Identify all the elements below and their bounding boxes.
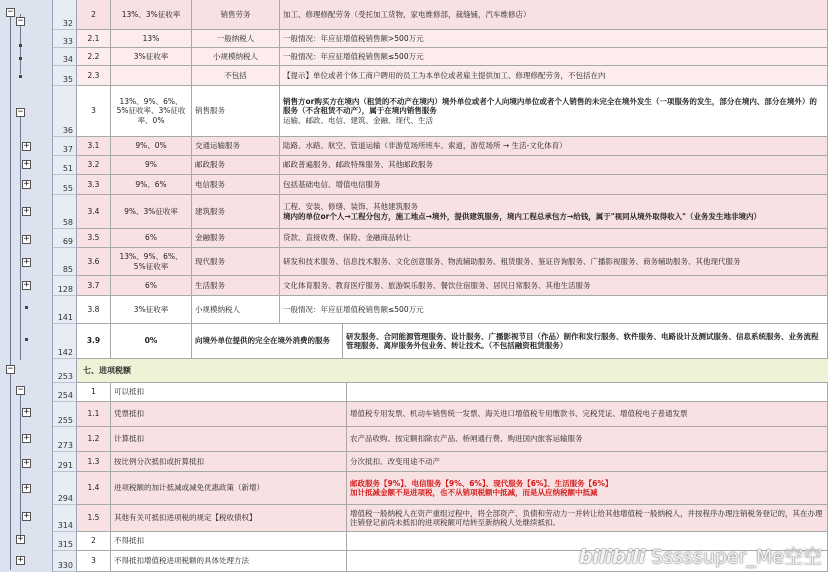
collapse-icon[interactable]: − bbox=[7, 7, 14, 17]
expand-icon[interactable]: + bbox=[23, 206, 30, 216]
tax-rate[interactable]: 9% bbox=[111, 156, 192, 174]
item-number[interactable]: 3.7 bbox=[77, 276, 111, 295]
expand-icon[interactable]: + bbox=[23, 407, 30, 417]
expand-icon[interactable]: + bbox=[23, 141, 30, 151]
outline-line bbox=[10, 10, 11, 365]
expand-icon[interactable]: + bbox=[23, 511, 30, 521]
item-title[interactable]: 可以抵扣 bbox=[111, 383, 347, 401]
category[interactable]: 生活服务 bbox=[192, 276, 280, 295]
table-row bbox=[77, 296, 828, 324]
item-number[interactable]: 3.5 bbox=[77, 229, 111, 247]
section-header[interactable]: 七、进项税额 bbox=[77, 359, 828, 383]
category[interactable]: 不包括 bbox=[192, 66, 280, 85]
item-number[interactable]: 1 bbox=[77, 383, 111, 401]
tax-rate[interactable]: 6% bbox=[111, 229, 192, 247]
table-row bbox=[77, 156, 828, 175]
table-row bbox=[77, 427, 828, 452]
expand-icon[interactable]: + bbox=[23, 280, 30, 290]
category[interactable]: 电信服务 bbox=[192, 175, 280, 194]
tax-rate[interactable]: 13%、9%、6%、5%征收率、3%征收率、0% bbox=[111, 86, 192, 136]
outline-dot bbox=[25, 338, 28, 341]
row-number[interactable]: 32 bbox=[53, 0, 77, 30]
watermark bbox=[579, 542, 822, 569]
row-number[interactable]: 273 bbox=[53, 427, 77, 452]
table-row bbox=[77, 324, 828, 359]
category[interactable]: 邮政服务 bbox=[192, 156, 280, 174]
item-title[interactable]: 计算抵扣 bbox=[111, 427, 347, 451]
item-title[interactable]: 其他有关可抵扣进项税的规定【税收债权】 bbox=[111, 505, 347, 531]
row-number[interactable]: 128 bbox=[53, 276, 77, 296]
description[interactable] bbox=[347, 472, 828, 504]
item-number[interactable]: 3.6 bbox=[77, 248, 111, 275]
row-number[interactable]: 315 bbox=[53, 532, 77, 551]
outline-dot bbox=[19, 57, 22, 60]
item-number[interactable]: 2.1 bbox=[77, 30, 111, 47]
table-row bbox=[77, 195, 828, 229]
row-number[interactable]: 253 bbox=[53, 359, 77, 383]
item-number[interactable]: 2 bbox=[77, 0, 111, 29]
item-number[interactable]: 1.4 bbox=[77, 472, 111, 504]
table-row bbox=[77, 248, 828, 276]
description[interactable]: 研发和技术服务、信息技术服务、文化创意服务、物流辅助服务、租赁服务、鉴证咨询服务、广播影视服务、商务辅助服务、其他现代服务 bbox=[280, 248, 828, 275]
row-number[interactable]: 55 bbox=[53, 175, 77, 195]
item-number[interactable]: 3 bbox=[77, 86, 111, 136]
item-number[interactable]: 3.1 bbox=[77, 137, 111, 155]
row-number[interactable]: 36 bbox=[53, 86, 77, 137]
description[interactable]: 增值税一般纳税人在资产重组过程中，将全部资产、负债和劳动力一并转让给其他增值税一般纳税人，并按程序办理注销税务登记的，其在办理注销登记前尚未抵扣的进项税额可结转至新纳税人处继续抵扣。 bbox=[347, 505, 828, 531]
row-number[interactable]: 330 bbox=[53, 551, 77, 572]
tax-rate[interactable]: 9%、6% bbox=[111, 175, 192, 194]
description[interactable]: 文化体育服务、教育医疗服务、旅游娱乐服务、餐饮住宿服务、居民日常服务、其他生活服务 bbox=[280, 276, 828, 295]
tax-rate[interactable]: 13%、9%、6%、5%征收率 bbox=[111, 248, 192, 275]
description[interactable] bbox=[347, 383, 828, 401]
row-number[interactable]: 35 bbox=[53, 66, 77, 86]
item-title[interactable]: 进项税额的加计抵减或减免优惠政策（新增） bbox=[111, 472, 347, 504]
description[interactable]: 陆路、水路、航空、管道运输（非游览场所班车、索道，游览场所 → 生活-文化体育） bbox=[280, 137, 828, 155]
item-number[interactable]: 3.2 bbox=[77, 156, 111, 174]
description-bold: 销售方or购买方在境内（租赁的不动产在境内）境外单位或者个人向境内单位或者个人销售的未完全在境外发生（一项服务的发生，部分在境内、部分在境外）的服务（不含租赁不动产），属于在境内销售服务 bbox=[283, 96, 817, 116]
outline-dot bbox=[19, 75, 22, 78]
item-number[interactable]: 1.2 bbox=[77, 427, 111, 451]
category[interactable]: 交通运输服务 bbox=[192, 137, 280, 155]
category[interactable]: 小规模纳税人 bbox=[192, 48, 280, 65]
tax-rate[interactable]: 6% bbox=[111, 276, 192, 295]
item-number[interactable]: 3.3 bbox=[77, 175, 111, 194]
table-row bbox=[77, 276, 828, 296]
collapse-icon[interactable]: − bbox=[7, 364, 14, 374]
item-number[interactable]: 1.5 bbox=[77, 505, 111, 531]
item-title[interactable]: 不得抵扣增值税进项税额的具体处理方法 bbox=[111, 551, 347, 571]
item-number[interactable]: 3.9 bbox=[77, 324, 111, 358]
table-row bbox=[77, 505, 828, 532]
outline-line bbox=[20, 395, 21, 535]
expand-icon[interactable]: + bbox=[23, 179, 30, 189]
expand-icon[interactable]: + bbox=[23, 257, 30, 267]
watermark-user: Sssssuper_Me空空 bbox=[651, 546, 822, 568]
expand-icon[interactable]: + bbox=[17, 534, 24, 544]
expand-icon[interactable]: + bbox=[23, 458, 30, 468]
category[interactable]: 向境外单位提供的完全在境外消费的服务 bbox=[192, 324, 343, 358]
description[interactable]: 增值税专用发票、机动车销售统一发票、海关进口增值税专用缴款书、完税凭证、增值税电子普通发票 bbox=[347, 402, 828, 426]
collapse-icon[interactable]: − bbox=[17, 107, 24, 117]
item-number[interactable]: 1.3 bbox=[77, 452, 111, 471]
tax-rate[interactable]: 9%、3%征收率 bbox=[111, 195, 192, 228]
description-sub: 工程、安装、修缮、装饰、其他建筑服务 bbox=[283, 202, 418, 212]
table-row bbox=[77, 0, 828, 30]
item-number[interactable]: 2.2 bbox=[77, 48, 111, 65]
item-number[interactable]: 3 bbox=[77, 551, 111, 571]
description[interactable]: 一般情况：年应征增值税销售额≤500万元 bbox=[280, 296, 828, 323]
item-number[interactable]: 3.4 bbox=[77, 195, 111, 228]
table-row bbox=[77, 30, 828, 48]
description[interactable]: 一般情况：年应征增值税销售额>500万元 bbox=[280, 30, 828, 47]
bilibili-logo: bilibili bbox=[578, 546, 646, 568]
category[interactable]: 建筑服务 bbox=[192, 195, 280, 228]
table-row bbox=[77, 452, 828, 472]
tax-rate[interactable]: 3%征收率 bbox=[111, 48, 192, 65]
category[interactable]: 现代服务 bbox=[192, 248, 280, 275]
expand-icon[interactable]: + bbox=[23, 234, 30, 244]
expand-icon[interactable]: + bbox=[23, 433, 30, 443]
row-number[interactable]: 254 bbox=[53, 383, 77, 402]
outline-line bbox=[10, 370, 11, 570]
tax-rate[interactable]: 9%、0% bbox=[111, 137, 192, 155]
table-row bbox=[77, 383, 828, 402]
row-number[interactable]: 69 bbox=[53, 229, 77, 248]
collapse-icon[interactable]: − bbox=[17, 16, 24, 26]
item-title[interactable]: 按比例分次抵扣或折算抵扣 bbox=[111, 452, 347, 471]
description[interactable]: 包括基础电信、增值电信服务 bbox=[280, 175, 828, 194]
tax-rate[interactable] bbox=[111, 66, 192, 85]
expand-icon[interactable]: + bbox=[23, 483, 30, 493]
item-title[interactable]: 凭票抵扣 bbox=[111, 402, 347, 426]
description[interactable]: 分次抵扣、改变用途不动产 bbox=[347, 452, 828, 471]
row-number[interactable]: 58 bbox=[53, 195, 77, 229]
description[interactable]: 【提示】单位或者个体工商户聘用的员工为本单位或者雇主提供加工、修理修配劳务，不包括在内 bbox=[280, 66, 828, 85]
description[interactable]: 邮政普遍服务、邮政特殊服务、其他邮政服务 bbox=[280, 156, 828, 174]
row-number[interactable]: 294 bbox=[53, 472, 77, 505]
row-number[interactable]: 85 bbox=[53, 248, 77, 276]
item-title[interactable]: 不得抵扣 bbox=[111, 532, 347, 550]
item-number[interactable]: 2.3 bbox=[77, 66, 111, 85]
description[interactable]: 一般情况：年应征增值税销售额≤500万元 bbox=[280, 48, 828, 65]
expand-icon[interactable]: + bbox=[23, 159, 30, 169]
tax-rate[interactable]: 3%征收率 bbox=[111, 296, 192, 323]
tax-rate[interactable]: 0% bbox=[111, 324, 192, 358]
outline-dot bbox=[25, 306, 28, 309]
row-number[interactable]: 255 bbox=[53, 402, 77, 427]
description[interactable]: 农产品收购、按定额扣除农产品、桥闸通行费、购进国内旅客运输服务 bbox=[347, 427, 828, 451]
description[interactable]: 贷款、直接收费、保险、金融商品转让 bbox=[280, 229, 828, 247]
expand-icon[interactable]: + bbox=[17, 555, 24, 565]
description[interactable]: 研发服务、合同能源管理服务、设计服务、广播影视节目（作品）制作和发行服务、软件服务、电路设计及测试服务、信息系统服务、业务流程管理服务、离岸服务外包业务、转让技术。（不包括融资租赁服务） bbox=[343, 324, 828, 358]
category[interactable]: 小规模纳税人 bbox=[192, 296, 280, 323]
table-row bbox=[77, 402, 828, 427]
row-number[interactable]: 51 bbox=[53, 156, 77, 175]
category[interactable]: 一般纳税人 bbox=[192, 30, 280, 47]
outline-dot bbox=[19, 44, 22, 47]
category[interactable]: 金融服务 bbox=[192, 229, 280, 247]
row-number[interactable]: 37 bbox=[53, 137, 77, 156]
description-highlight: 邮政服务【9%】、电信服务【9%、6%】、现代服务【6%】、生活服务【6%】 bbox=[350, 478, 613, 488]
table-row bbox=[77, 48, 828, 66]
table-row bbox=[77, 175, 828, 195]
description[interactable] bbox=[280, 195, 828, 228]
tax-rate[interactable]: 13% bbox=[111, 30, 192, 47]
row-number[interactable]: 33 bbox=[53, 30, 77, 48]
item-number[interactable]: 3.8 bbox=[77, 296, 111, 323]
row-number[interactable]: 142 bbox=[53, 324, 77, 359]
row-number[interactable]: 291 bbox=[53, 452, 77, 472]
description[interactable] bbox=[280, 86, 828, 136]
item-number[interactable]: 2 bbox=[77, 532, 111, 550]
tax-rate[interactable]: 13%、3%征收率 bbox=[111, 0, 192, 29]
category[interactable]: 销售服务 bbox=[192, 86, 280, 136]
row-number[interactable]: 141 bbox=[53, 296, 77, 324]
table-row bbox=[77, 472, 828, 505]
table-row bbox=[77, 137, 828, 156]
description-highlight: 加计抵减金额不是进项税，也不从销项税额中抵减，而是从应纳税额中抵减 bbox=[350, 488, 598, 497]
description-bold: 境内的单位or个人→工程分包方，施工地点→境外，提供建筑服务，境内工程总承包方→给钱，属于"视同从境外取得收入"（业务发生地非境内） bbox=[283, 211, 762, 221]
description-sub: 运输、邮政、电信、建筑、金融、现代、生活 bbox=[283, 115, 433, 125]
row-number[interactable]: 314 bbox=[53, 505, 77, 532]
table-row bbox=[77, 229, 828, 248]
collapse-icon[interactable]: − bbox=[17, 385, 24, 395]
row-number[interactable]: 34 bbox=[53, 48, 77, 66]
item-number[interactable]: 1.1 bbox=[77, 402, 111, 426]
table-row bbox=[77, 86, 828, 137]
category[interactable]: 销售劳务 bbox=[192, 0, 280, 29]
table-row bbox=[77, 66, 828, 86]
description[interactable]: 加工、修理修配劳务（受托加工货物，家电维修部，裁缝铺，汽车维修店） bbox=[280, 0, 828, 29]
outline-line bbox=[20, 110, 21, 360]
